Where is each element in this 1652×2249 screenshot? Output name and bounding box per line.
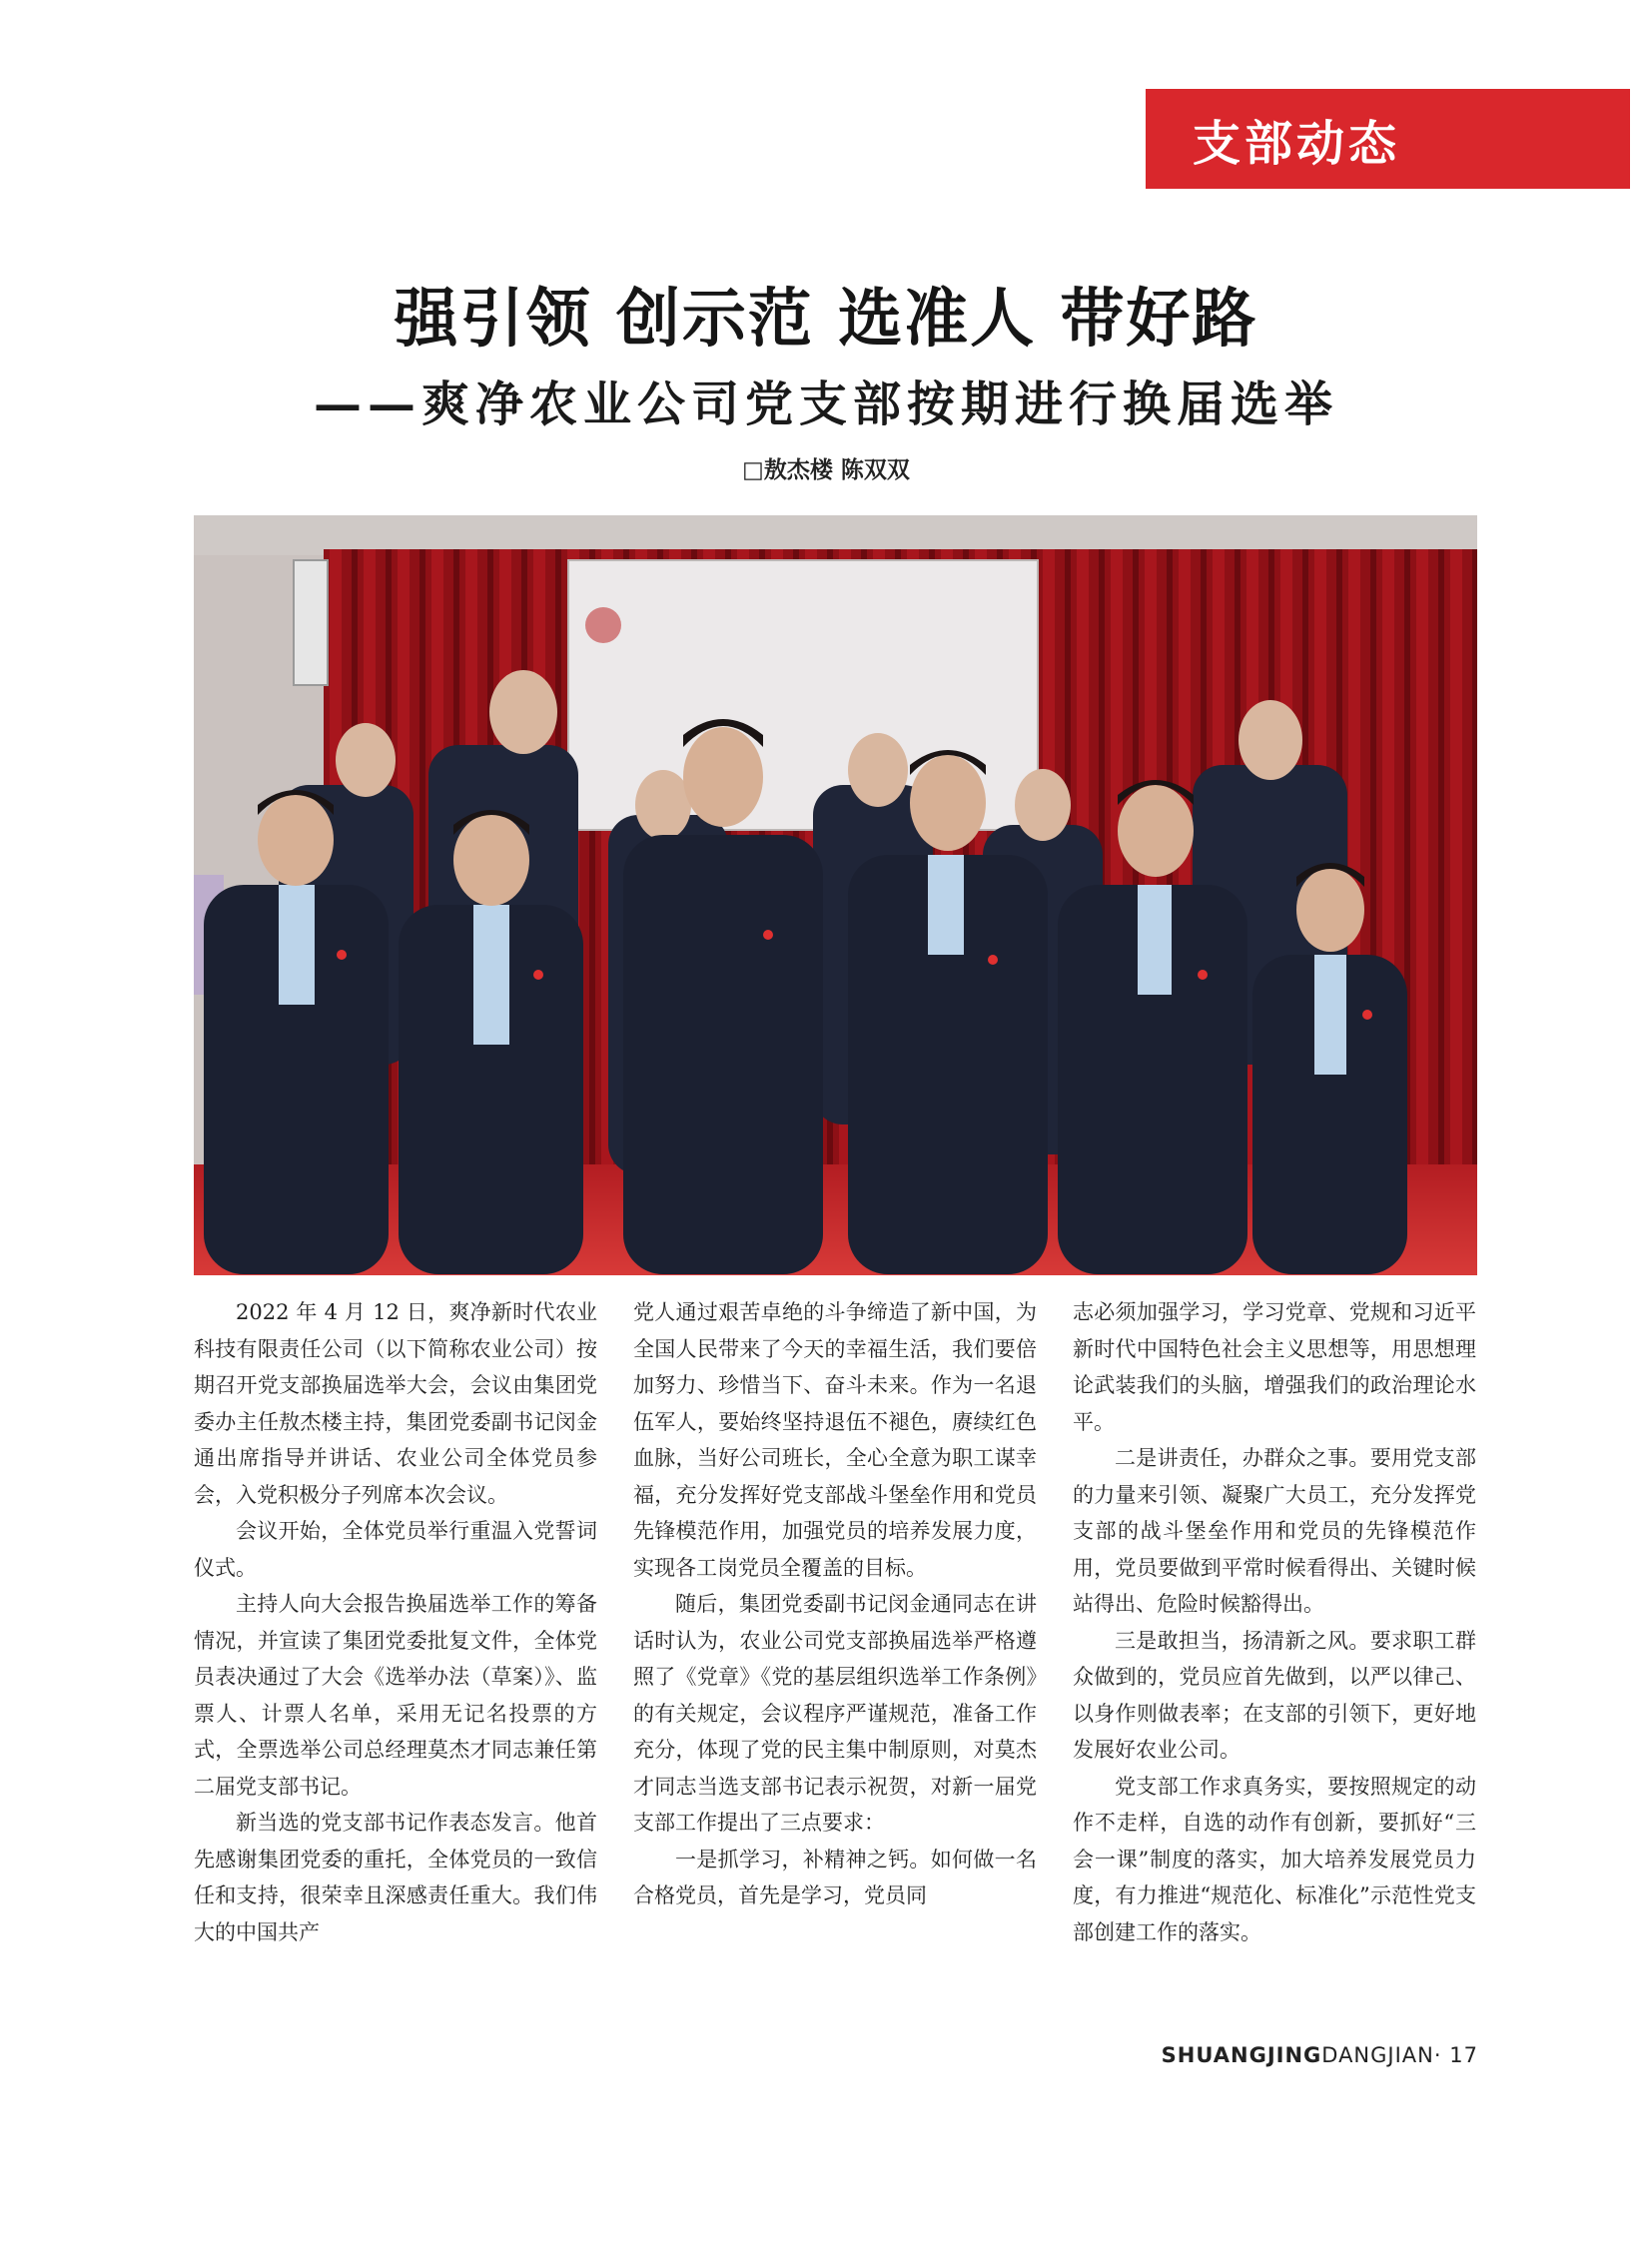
article-body (194, 1294, 1477, 2023)
paragraph: 新当选的党支部书记作表态发言。他首先感谢集团党委的重托，全体党员的一致信任和支持，很荣幸且深感责任重大。我们伟大的中国共产 (194, 1811, 597, 1944)
body-column-2 (633, 1294, 1037, 1914)
footer-separator: · (1433, 2043, 1442, 2067)
paragraph: 党支部工作求真务实，要按照规定的动作不走样，自选的动作有创新，要抓好“三会一课”制度的落实，加大培养发展党员力度，有力推进“规范化、标准化”示范性党支部创建工作的落实。 (1073, 1774, 1476, 1944)
page-number: 17 (1449, 2043, 1478, 2067)
paragraph: 随后，集团党委副书记闵金通同志在讲话时认为，农业公司党支部换届选举严格遵照了《党章》《党的基层组织选举工作条例》的有关规定，会议程序严谨规范，准备工作充分，体现了党的民主集中制原则，对莫杰才同志当选支部书记表示祝贺，对新一届党支部工作提出了三点要求： (633, 1592, 1037, 1835)
byline: □敖杰楼 陈双双 (742, 457, 910, 483)
paragraph: 2022 年 4 月 12 日，爽净新时代农业科技有限责任公司（以下简称农业公司）按期召开党支部换届选举大会，会议由集团党委办主任敖杰楼主持，集团党委副书记闵金通出席指导并讲话、农业公司全体党员参会，入党积极分子列席本次会议。 (194, 1300, 597, 1507)
page-footer (999, 2043, 1478, 2067)
group-photo (194, 515, 1477, 1275)
body-column-1 (194, 1294, 597, 1950)
paragraph: 三是敢担当，扬清新之风。要求职工群众做到的，党员应首先做到，以严以律己、以身作则做表率；在支部的引领下，更好地发展好农业公司。 (1073, 1628, 1476, 1762)
paragraph: 一是抓学习，补精神之钙。如何做一名合格党员，首先是学习，党员同 (633, 1847, 1037, 1907)
footer-suffix: DANGJIAN (1321, 2043, 1434, 2067)
body-column-3 (1073, 1294, 1476, 1950)
article-title: 强引领 创示范 选准人 带好路 (394, 283, 1258, 357)
paragraph: 主持人向大会报告换届选举工作的筹备情况，并宣读了集团党委批复文件，全体党员表决通过了大会《选举办法（草案）》、监票人、计票人名单，采用无记名投票的方式，全票选举公司总经理莫杰才同志兼任第二届党支部书记。 (194, 1592, 597, 1799)
section-tag: 支部动态 (1146, 89, 1630, 189)
footer-brand: SHUANGJING (1161, 2043, 1322, 2067)
paragraph: 志必须加强学习，学习党章、党规和习近平新时代中国特色社会主义思想等，用思想理论武装我们的头脑，增强我们的政治理论水平。 (1073, 1300, 1476, 1434)
paragraph: 二是讲责任，办群众之事。要用党支部的力量来引领、凝聚广大员工，充分发挥党支部的战斗堡垒作用和党员的先锋模范作用，党员要做到平常时候看得出、关键时候站得出、危险时候豁得出。 (1073, 1446, 1476, 1616)
article-subtitle: ——爽净农业公司党支部按期进行换届选举 (313, 376, 1338, 432)
paragraph: 会议开始，全体党员举行重温入党誓词仪式。 (194, 1519, 597, 1580)
paragraph: 党人通过艰苦卓绝的斗争缔造了新中国，为全国人民带来了今天的幸福生活，我们要倍加努力、珍惜当下、奋斗未来。作为一名退伍军人，要始终坚持退伍不褪色，赓续红色血脉，当好公司班长，全心全意为职工谋幸福，充分发挥好党支部战斗堡垒作用和党员先锋模范作用，加强党员的培养发展力度，实现各工岗党员全覆盖的目标。 (633, 1300, 1037, 1580)
